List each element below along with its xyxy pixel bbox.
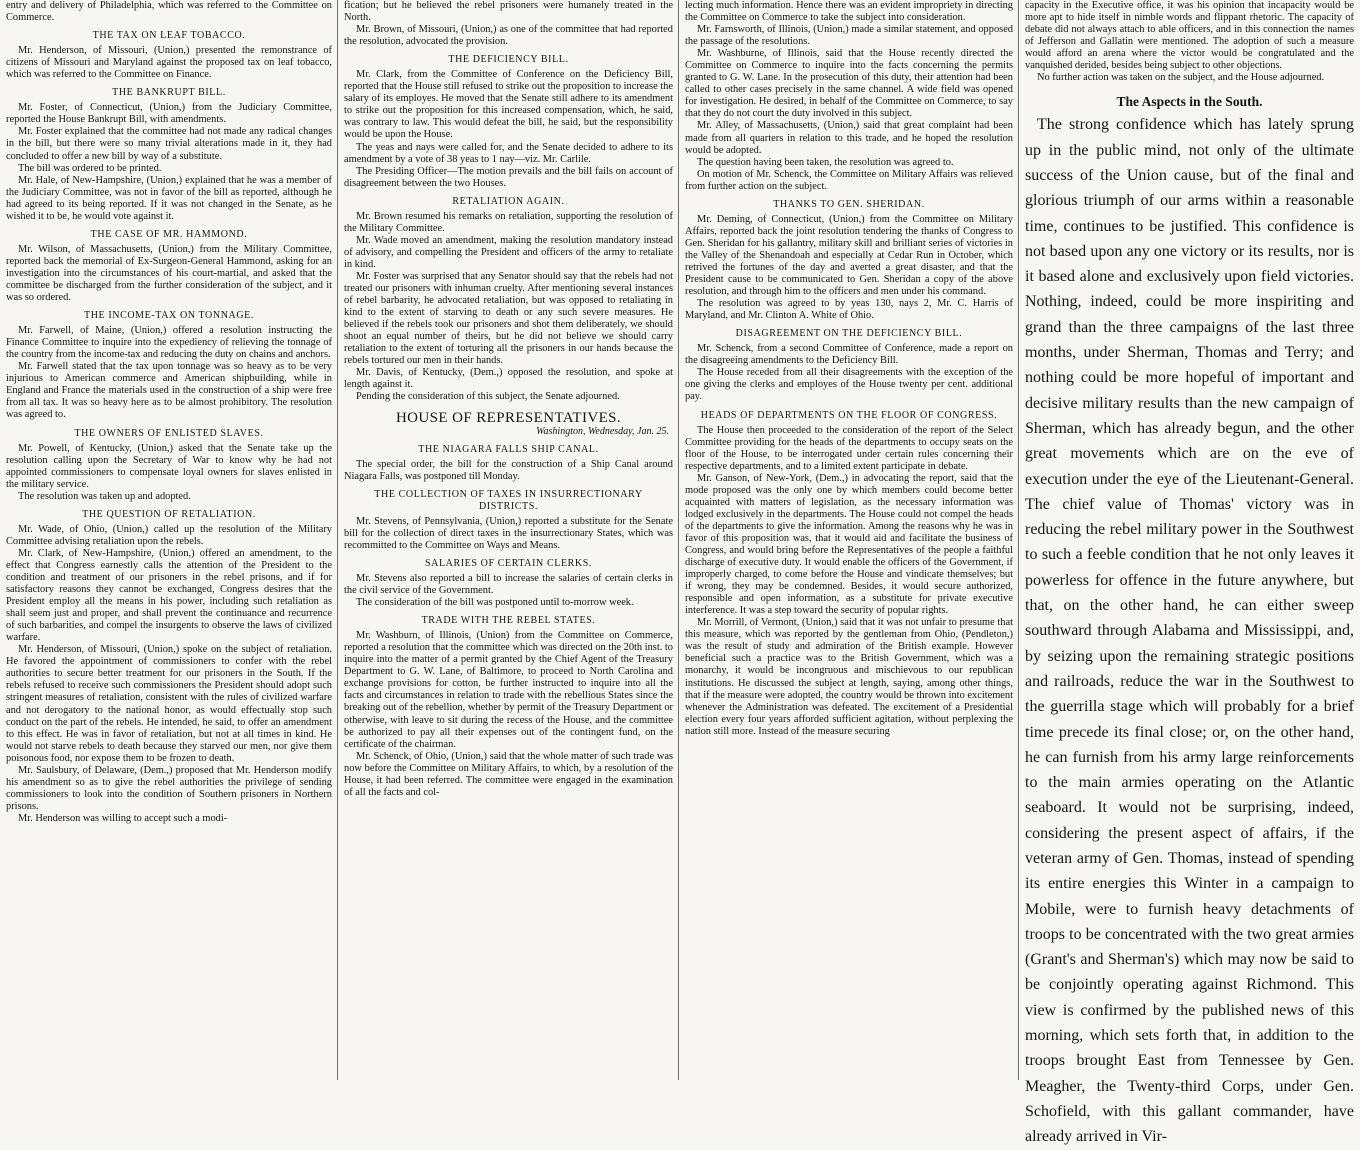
paragraph: The House receded from all their disagreements with the exception of the one giving the clerks and employes of the House twenty per cent. additional pay. xyxy=(685,367,1013,403)
paragraph: On motion of Mr. Schenck, the Committee on Military Affairs was relieved from further action on the subject. xyxy=(685,168,1013,192)
paragraph: Mr. Washburn, of Illinois, (Union) from the Committee on Commerce, reported a resolution that the committee which was directed on the 20th inst. to inquire into the matter of a permit granted by the Chief Agent of the Treasury Department to G. W. Lane, of Baltimore, to proceed to North Carolina and exchange provisions for cotton, be further instructed to inquire into all the facts and circumstances in relation to trade with the rebellious States since the breaking out of the rebellion, whether by permit of the Treasury Department or otherwise, with leave to sit during the recess of the House, and the committee be authorized to pay all their expenses out of the contingent fund, on the certificate of the chairman. xyxy=(344,630,673,750)
column-4 xyxy=(1019,0,1360,1146)
paragraph: Mr. Foster was surprised that any Senator should say that the rebels had not treated our prisoners with inhuman cruelty. After mentioning several instances of rebel barbarity, he advocated retaliation, but was opposed to retaliating in kind to the extent of starving to death or any such severe measures. He believed if the rebels took our prisoners and shot them deliberately, we should shoot an equal number of theirs, but he did not believe we should carry retaliation to the extent of torturing all the prisoners in our hands because the rebels tortured our men in their hands. xyxy=(344,270,673,367)
section-heading: TRADE WITH THE REBEL STATES. xyxy=(421,615,596,627)
section-heading: RETALIATION AGAIN. xyxy=(452,195,565,207)
paragraph: Mr. Stevens, of Pennsylvania, (Union,) reported a substitute for the Senate bill for the collection of direct taxes in the insurrectionary States, which was recommitted to the Committee on Ways and Means. xyxy=(344,515,673,551)
paragraph: Mr. Foster, of Connecticut, (Union,) from the Judiciary Committee, reported the House Bankrupt Bill, with amendments. xyxy=(6,102,332,126)
column-3 xyxy=(679,0,1019,1080)
chamber-heading: HOUSE OF REPRESENTATIVES. xyxy=(395,409,622,426)
paragraph: The special order, the bill for the construction of a Ship Canal around Niagara Falls, was postponed till Monday. xyxy=(344,458,673,482)
paragraph: Pending the consideration of this subject, the Senate adjourned. xyxy=(356,391,620,403)
paragraph: The resolution was agreed to by yeas 130, nays 2, Mr. C. Harris of Maryland, and Mr. Clinton A. White of Ohio. xyxy=(685,298,1013,322)
paragraph: lecting much information. Hence there was an evident impropriety in directing the Committee on Commerce to take the subject into consideration. xyxy=(685,0,1013,24)
paragraph: The bill was ordered to be printed. xyxy=(18,162,162,174)
paragraph: Mr. Wade, of Ohio, (Union,) called up the resolution of the Military Committee advising retaliation upon the rebels. xyxy=(6,523,332,547)
paragraph: Mr. Washburne, of Illinois, said that the House recently directed the Committee on Commerce to inquire into the facts concerning the permits granted to G. W. Lane. In the prosecution of this duty, their attention had been called to other cases precisely in the same channel. A wide field was opened for investigation. He desired, in behalf of the Committee on Commerce, to say that they do not court the duty involved in this subject. xyxy=(685,48,1013,120)
section-heading: DISAGREEMENT ON THE DEFICIENCY BILL. xyxy=(735,328,963,340)
paragraph: Mr. Stevens also reported a bill to increase the salaries of certain clerks in the civil service of the Government. xyxy=(344,573,673,597)
section-heading: THE TAX ON LEAF TOBACCO. xyxy=(92,30,246,42)
paragraph: Mr. Brown resumed his remarks on retaliation, supporting the resolution of the Military Committee. xyxy=(344,210,673,234)
column-1 xyxy=(0,0,338,1080)
paragraph: The consideration of the bill was postponed until to-morrow week. xyxy=(356,597,634,609)
paragraph: Mr. Schenck, from a second Committee of Conference, made a report on the disagreeing amendments to the Deficiency Bill. xyxy=(685,343,1013,367)
paragraph: Mr. Schenck, of Ohio, (Union,) said that the whole matter of such trade was now before the Committee on Military Affairs, to which, by a resolution of the House, it had been referred. The committee were engaged in the examination of all the facts and col- xyxy=(344,750,673,798)
section-heading: HEADS OF DEPARTMENTS ON THE FLOOR OF CONGRESS. xyxy=(700,409,998,421)
paragraph: The resolution was taken up and adopted. xyxy=(18,490,191,502)
paragraph: Mr. Henderson, of Missouri, (Union,) presented the remonstrance of citizens of Missouri and Maryland against the proposed tax on leaf tobacco, which was referred to the Committee on Finance. xyxy=(6,45,332,81)
paragraph: Mr. Clark, of New-Hampshire, (Union,) offered an amendment, to the effect that Congress earnestly calls the attention of the President to the condition and treatment of our prisoners in the rebel prisons, and if for satisfactory reasons they cannot be exchanged, Congress desires that the President employ all the means in his power, including such retaliation as shall seem just and proper, and shall prevent the continuance and recurrence of such barbarities, and compel the insurgents to observe the laws of civilized warfare. xyxy=(6,547,332,644)
section-heading: THE COLLECTION OF TAXES IN INSURRECTIONARY DISTRICTS. xyxy=(374,488,643,512)
paragraph: The Presiding Officer—The motion prevails and the bill fails on account of disagreement between the two Houses. xyxy=(344,165,673,189)
paragraph: Mr. Saulsbury, of Delaware, (Dem.,) proposed that Mr. Henderson modify his amendment so as to give the rebel authorities the privilege of sending commissioners to look into the condition of Southern prisoners in Northern prisons. xyxy=(6,764,332,812)
editorial-paragraph: The strong confidence which has lately sprung up in the public mind, not only of the ultimate success of the Union cause, but of the final and glorious triumph of our arms within a reasonable time, continues to be justified. This confidence is not based upon any one victory or its results, nor is it based alone and exclusively upon field victories. Nothing, indeed, could be more inspiriting and grand than the three campaigns of the last three months, under Sherman, Thomas and Terry; and nothing could be more hopeful of important and decisive military results than the new campaign of Sherman, which has already begun, and the other great movements which are on the eve of execution under the eye of the Lieutenant-General. The chief value of Thomas' victory was in reducing the rebel military power in the Southwest to such a feeble condition that he not only leaves it powerless for offence in the future anywhere, but that, on the other hand, he can either sweep southward through Alabama and Mississippi, and, by seizing upon the remaining strategic positions and railroads, reduce the war in the Southwest to the guerrilla stage which will probably for a brief time precede its final close; or, on the other hand, he can furnish from his army large reinforcements to the main armies operating on the Atlantic seaboard. It would not be surprising, indeed, considering the present aspect of affairs, if the veteran army of Gen. Thomas, instead of spending its entire energies this Winter in a campaign to Mobile, were to furnish heavy detachments of troops to be concentrated with the two great armies (Grant's and Sherman's) which may now be said to be conjointly operating against Richmond. This view is confirmed by the published news of this morning, which sets forth that, in addition to the troops brought East from Tennessee by Gen. Meagher, the Twenty-third Corps, under Gen. Schofield, with this gallant commander, have already arrived in Vir- xyxy=(1025,116,1354,1146)
paragraph: Mr. Wade moved an amendment, making the resolution mandatory instead of advisory, and compelling the President and officers of the army to retaliate in kind. xyxy=(344,234,673,270)
paragraph: Mr. Ganson, of New-York, (Dem.,) in advocating the report, said that the mode proposed was the only one by which members could become better acquainted with matters of legislation, as the necessary information was lodged exclusively in the departments. The House could not compel the heads of the departments to give the information. Among the reasons why he was in favor of this proposition was, that it would aid and facilitate the business of Congress, and would bring before the Representatives of the people a faithful discharge of executive duty. It would enable the officers of the Government, if improperly charged, to come before the House and vindicate themselves; but if wrong, they may be condemned. Besides, it would secure authorized, responsible and open information, as a substitute for private executive interference. It was a step toward the security of popular rights. xyxy=(685,472,1013,617)
section-heading: THE DEFICIENCY BILL. xyxy=(448,54,569,66)
paragraph: Mr. Henderson was willing to accept such a modi- xyxy=(18,812,228,824)
paragraph: Mr. Hale, of New-Hampshire, (Union,) explained that he was a member of the Judiciary Committee, was not in favor of the bill as reported, although he had agreed to its being reported. If it was not changed in the Senate, as he wished it to be, he would vote against it. xyxy=(6,174,332,222)
paragraph: The question having been taken, the resolution was agreed to. xyxy=(697,156,954,168)
paragraph: Mr. Davis, of Kentucky, (Dem.,) opposed the resolution, and spoke at length against it. xyxy=(344,367,673,391)
paragraph: Mr. Deming, of Connecticut, (Union,) from the Committee on Military Affairs, reported back the joint resolution tendering the thanks of Congress to Gen. Sheridan for his gallantry, military skill and brilliant series of victories in the Valley of the Shenandoah and especially at Cedar Run in October, which retrived the fortunes of the day and averted a great disaster, and that the President cause to be communicated to Gen. Sheridan a copy of the above resolution, and through him to the officers and men under his command. xyxy=(685,213,1013,298)
section-heading: THE QUESTION OF RETALIATION. xyxy=(82,508,256,520)
paragraph: Mr. Clark, from the Committee of Conference on the Deficiency Bill, reported that the House still refused to strike out the proposition to increase the salary of its employes. He moved that the Senate still adhere to its amendment to strike out the proposition for this increased compensation, which, he said, was contrary to law. This would defeat the bill, he said, but the responsibility would be upon the House. xyxy=(344,69,673,141)
paragraph: Mr. Brown, of Missouri, (Union,) as one of the committee that had reported the resolution, advocated the provision. xyxy=(344,24,673,48)
dateline: Washington, Wednesday, Jan. 25. xyxy=(536,425,669,437)
paragraph: Mr. Farwell, of Maine, (Union,) offered a resolution instructing the Finance Committee to inquire into the expediency of relieving the tonnage of the country from the income-tax and reducing the duty on chains and anchors. xyxy=(6,325,332,361)
paragraph: No further action was taken on the subject, and the House adjourned. xyxy=(1037,72,1325,84)
paragraph: The yeas and nays were called for, and the Senate decided to adhere to its amendment by a vote of 38 yeas to 1 nay—viz. Mr. Carlile. xyxy=(344,141,673,165)
paragraph: Mr. Wilson, of Massachusetts, (Union,) from the Military Committee, reported back the memorial of Ex-Surgeon-General Hammond, asking for an investigation into the circumstances of his court-martial, and asked that the committee be discharged from the further consideration of the subject, and it was so ordered. xyxy=(6,243,332,304)
paragraph: Mr. Morrill, of Vermont, (Union,) said that it was not unfair to presume that this measure, which was reported by the gentleman from Ohio, (Pendleton,) was the result of study and admiration of the British example. However beneficial such a practice was to the British Government, which was a monarchy, it would be incongruous and mischievous to our republican institutions. He discussed the subject at length, saying, among other things, that if the measure were adopted, the country would be thrown into excitement whenever the Administration was defeated. The excitement of a Presidential election every four years afforded sufficient agitation, without perplexing the nation still more. Instead of the measure securing xyxy=(685,617,1013,737)
column-2 xyxy=(338,0,679,1080)
paragraph: entry and delivery of Philadelphia, which was referred to the Committee on Commerce. xyxy=(6,0,332,24)
paragraph: fication; but he believed the rebel prisoners were humanely treated in the North. xyxy=(344,0,673,24)
paragraph: capacity in the Executive office, it was his opinion that incapacity would be more apt to hide itself in nimble words and flippant rhetoric. The capacity of debate did not always attach to able officers, and in this connection the names of Jefferson and Gallatin were mentioned. The adoption of such a measure would afford an arena where the victor would be congratulated and the vanquished derided, besides being subject to other objections. xyxy=(1025,0,1354,72)
editorial-headline: The Aspects in the South. xyxy=(1116,94,1263,110)
section-heading: THE INCOME-TAX ON TONNAGE. xyxy=(84,310,254,322)
paragraph: Mr. Foster explained that the committee had not made any radical changes in the bill, but there were so many trivial alterations made in it, they had concluded to offer a new bill by way of a substitute. xyxy=(6,126,332,162)
paragraph: The House then proceeded to the consideration of the report of the Select Committee providing for the heads of the departments to occupy seats on the floor of the House, to be interrogated under certain rules concerning their respective departments, and to a limited extent participate in debate. xyxy=(685,424,1013,472)
section-heading: THE BANKRUPT BILL. xyxy=(112,87,226,99)
paragraph: Mr. Farwell stated that the tax upon tonnage was so heavy as to be very injurious to American commerce and American shipbuilding, while in England and France the materials used in the construction of a ship were free from all tax. It was so heavy here as to be almost prohibitory. The resolution was agreed to. xyxy=(6,361,332,421)
section-heading: THE CASE OF MR. HAMMOND. xyxy=(90,228,248,240)
paragraph: Mr. Henderson, of Missouri, (Union,) spoke on the subject of retaliation. He favored the appointment of commissioners to confer with the rebel authorities to secure better treatment for our prisoners in the South. If the rebels refused to receive such commissioners the President should adopt such stringent measures of retaliation, consistent with the rules of civilized warfare and not derogatory to the national honor, as would effectually stop such conduct on the part of the rebels. He intended, he said, to offer an amendment to this effect. He was in favor of retaliation, but not at all times in kind. He would not starve rebels to death because they starved our men, nor give them poisonous food, nor expose them to be frozen to death. xyxy=(6,644,332,764)
section-heading: THE NIAGARA FALLS SHIP CANAL. xyxy=(418,443,599,455)
paragraph: Mr. Powell, of Kentucky, (Union,) asked that the Senate take up the resolution calling upon the Secretary of War to know why he had not appointed commissioners to compensate loyal owners for slaves enlisted in the military service. xyxy=(6,442,332,490)
section-heading: THE OWNERS OF ENLISTED SLAVES. xyxy=(74,427,264,439)
paragraph: Mr. Farnsworth, of Illinois, (Union,) made a similar statement, and opposed the passage of the resolutions. xyxy=(685,24,1013,48)
section-heading: SALARIES OF CERTAIN CLERKS. xyxy=(424,557,593,569)
section-heading: THANKS TO GEN. SHERIDAN. xyxy=(773,198,925,210)
paragraph: Mr. Alley, of Massachusetts, (Union,) said that great complaint had been made from all quarters in relation to this trade, and he hoped the resolution would be adopted. xyxy=(685,120,1013,156)
